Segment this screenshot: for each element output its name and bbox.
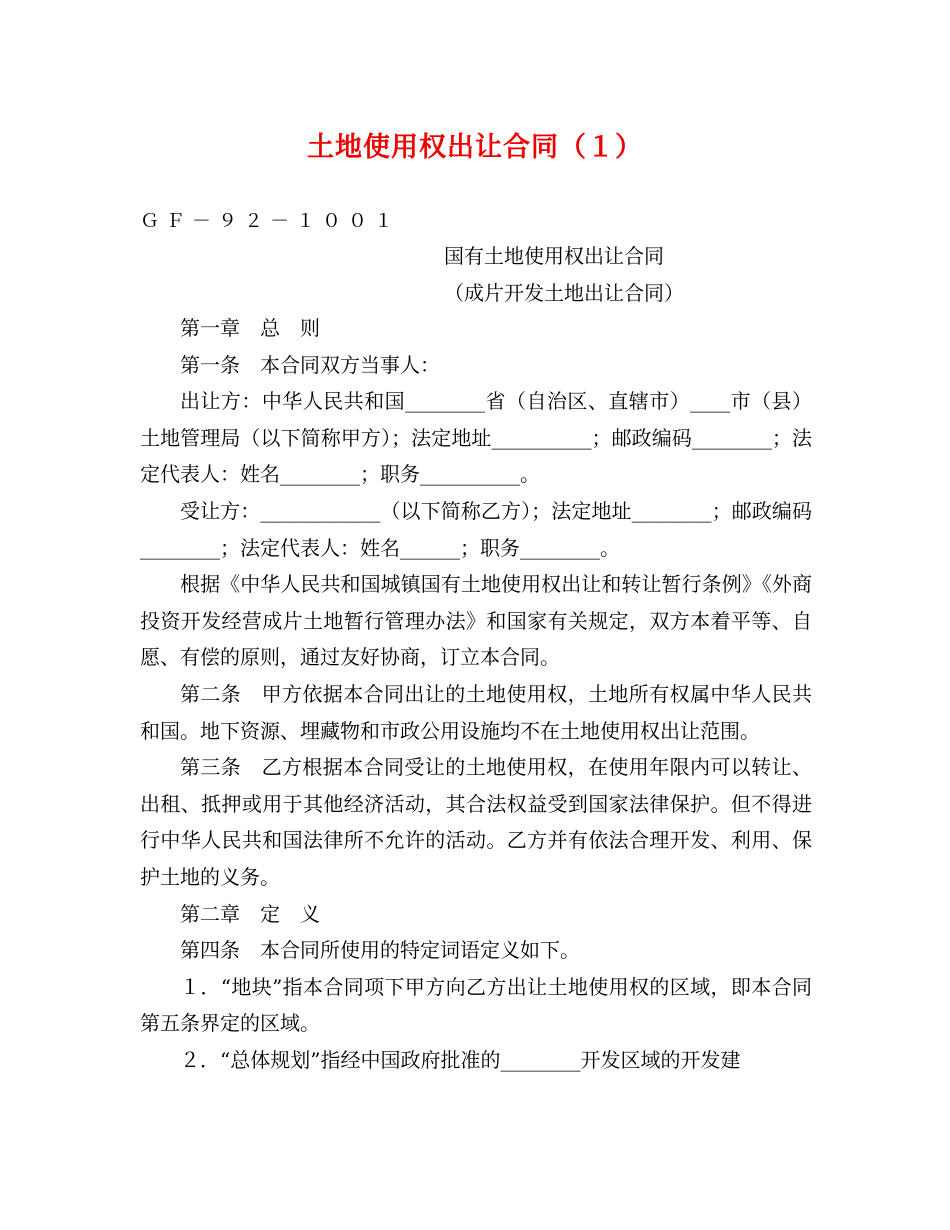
definition-item: １．“地块”指本合同项下甲方向乙方出让土地使用权的区域，即本合同第五条界定的区域。 [140,974,812,1036]
article-paragraph: 第二条 甲方依据本合同出让的土地使用权，土地所有权属中华人民共和国。地下资源、埋藏物和市政公用设施均不在土地使用权出让范围。 [140,681,812,743]
document-title: 土地使用权出让合同（１） [307,132,643,163]
article-paragraph: 第三条 乙方根据本合同受让的土地使用权，在使用年限内可以转让、出租、抵押或用于其他经济活动，其合法权益受到国家法律保护。但不得进行中华人民共和国法律所不允许的活动。乙方并有依法合理开发、利用、保护土地的义务。 [140,755,812,889]
article-paragraph: 第一条 本合同双方当事人： [180,352,440,377]
contract-body [140,310,812,1078]
chapter-heading: 第一章 总 则 [180,316,320,340]
definition-item: ２．“总体规划”指经中国政府批准的________开发区域的开发建 [180,1047,741,1072]
contract-subtitle: 国有土地使用权出让合同 [444,244,664,268]
article-paragraph: 第四条 本合同所使用的特定词语定义如下。 [180,938,580,963]
chapter-heading: 第二章 定 义 [180,901,320,926]
article-paragraph: 出让方：中华人民共和国________省（自治区、直辖市）____市（县）土地管理局（以下简称甲方）；法定地址__________；邮政编码________；法定代表人：姓名________；职务__________。 [140,389,812,487]
article-paragraph: 受让方：____________（以下简称乙方）；法定地址________；邮政编码________；法定代表人：姓名______；职务________。 [140,498,812,560]
article-paragraph: 根据《中华人民共和国城镇国有土地使用权出让和转让暂行条例》《外商投资开发经营成片土地暂行管理办法》和国家有关规定，双方本着平等、自愿、有偿的原则，通过友好协商，订立本合同。 [140,572,812,670]
contract-subtitle-note: （成片开发土地出让合同） [444,281,684,305]
document-code: ＧＦ－９２－１００１ [140,210,401,232]
